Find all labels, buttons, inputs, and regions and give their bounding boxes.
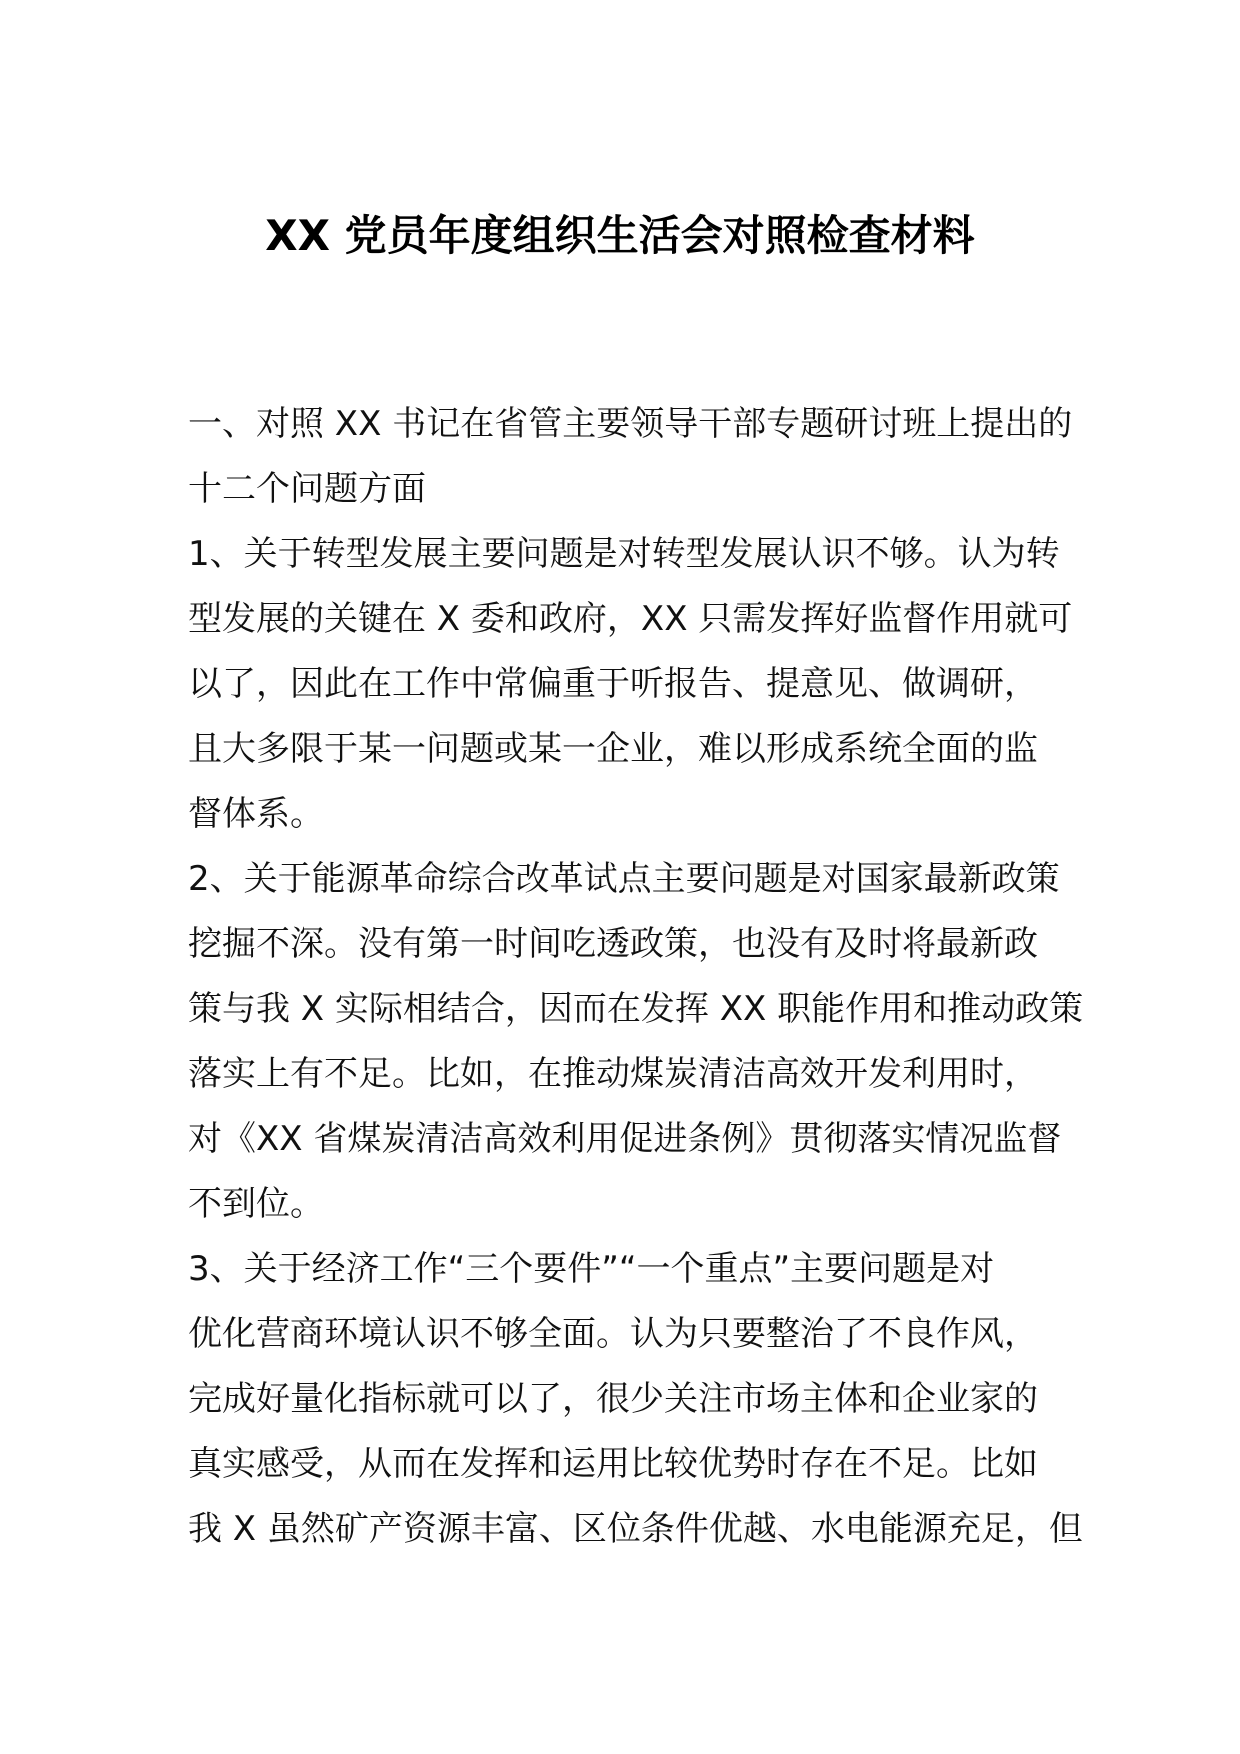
body-line: 督体系。 (188, 794, 324, 834)
document-title: XX 党员年度组织生活会对照检查材料 (265, 211, 975, 260)
body-line: 2、关于能源革命综合改革试点主要问题是对国家最新政策 (188, 859, 1060, 899)
body-line: 一、对照 XX 书记在省管主要领导干部专题研讨班上提出的 (188, 404, 1073, 444)
body-line: 以了，因此在工作中常偏重于听报告、提意见、做调研， (188, 664, 1038, 704)
body-line: 型发展的关键在 X 委和政府，XX 只需发挥好监督作用就可 (188, 599, 1073, 639)
body-line: 真实感受，从而在发挥和运用比较优势时存在不足。比如 (188, 1444, 1038, 1484)
document-body (188, 392, 1084, 1562)
body-line: 我 X 虽然矿产资源丰富、区位条件优越、水电能源充足，但 (188, 1509, 1083, 1549)
body-line: 3、关于经济工作“三个要件”“一个重点”主要问题是对 (188, 1249, 995, 1289)
body-line: 优化营商环境认识不够全面。认为只要整治了不良作风， (188, 1314, 1038, 1354)
body-line: 不到位。 (188, 1184, 324, 1224)
body-line: 挖掘不深。没有第一时间吃透政策，也没有及时将最新政 (188, 924, 1038, 964)
body-line: 1、关于转型发展主要问题是对转型发展认识不够。认为转 (188, 534, 1060, 574)
body-line: 完成好量化指标就可以了，很少关注市场主体和企业家的 (188, 1379, 1038, 1419)
body-line: 且大多限于某一问题或某一企业，难以形成系统全面的监 (188, 729, 1038, 769)
body-line: 对《XX 省煤炭清洁高效利用促进条例》贯彻落实情况监督 (188, 1119, 1062, 1159)
body-line: 落实上有不足。比如，在推动煤炭清洁高效开发利用时， (188, 1054, 1038, 1094)
body-line: 十二个问题方面 (188, 469, 426, 509)
body-line: 策与我 X 实际相结合，因而在发挥 XX 职能作用和推动政策 (188, 989, 1084, 1029)
